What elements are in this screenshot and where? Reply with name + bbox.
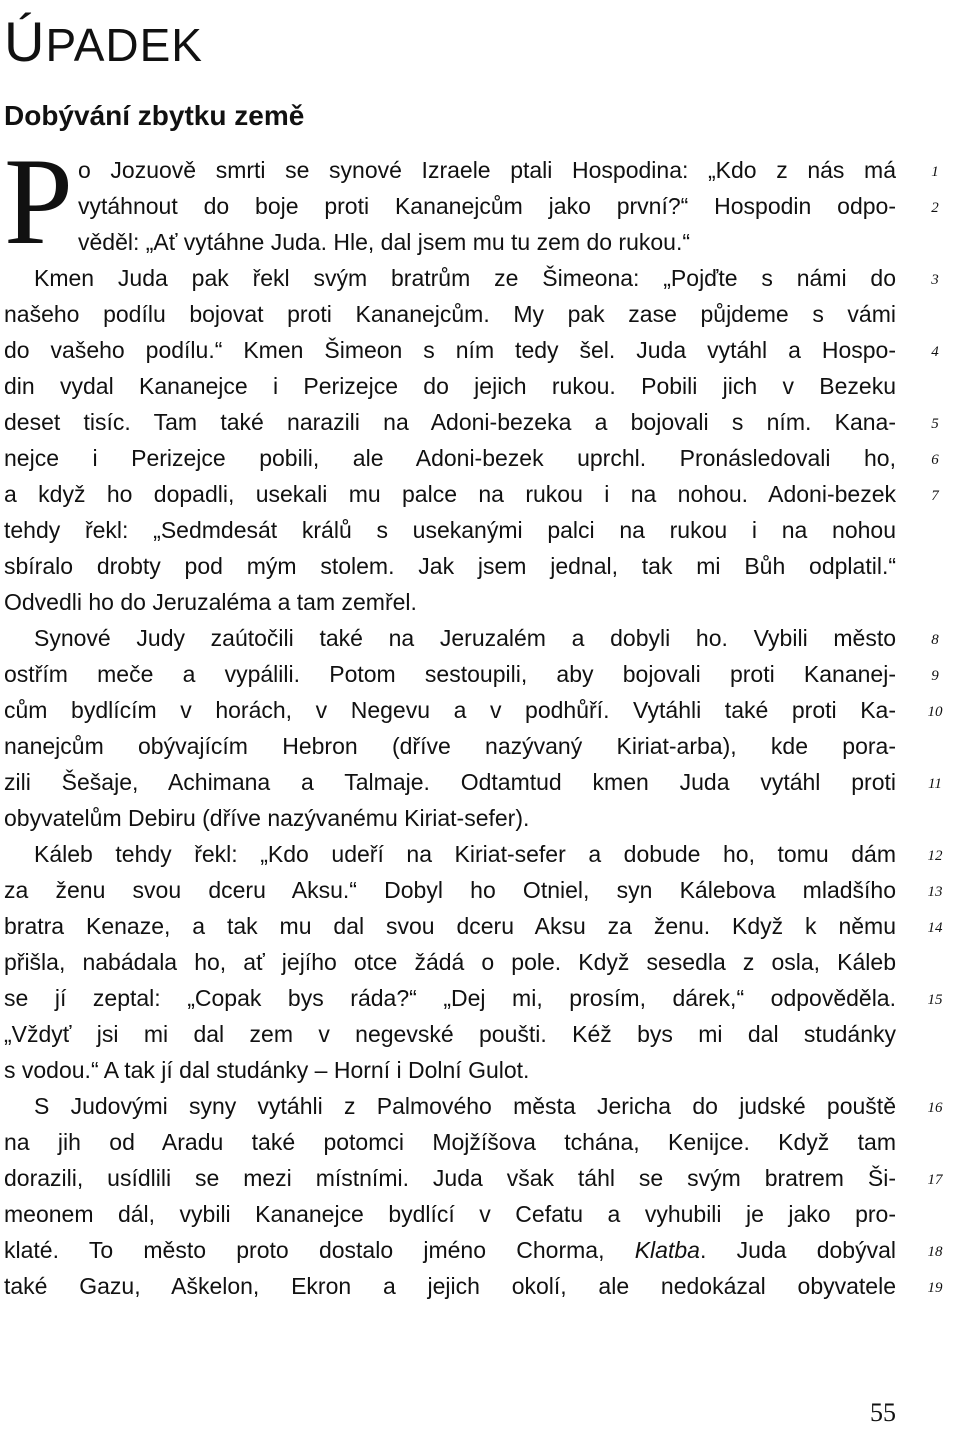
verse-number: 5 bbox=[931, 416, 939, 432]
text-line-part: klaté. To město proto dostalo jméno Chorma, bbox=[4, 1237, 635, 1263]
verse-number: 9 bbox=[931, 668, 939, 684]
text-line: přišla, nabádala ho, ať jejího otce žádá o pole. Když sesedla z osla, Káleb bbox=[4, 949, 896, 975]
text-line-part: . Juda dobýval bbox=[699, 1237, 896, 1263]
text-line: našeho podílu bojovat proti Kananejcům. My pak zase půjdeme s vámi bbox=[4, 301, 896, 327]
text-line: Kmen Juda pak řekl svým bratrům ze Šimeona: „Pojďte s námi do bbox=[34, 265, 896, 291]
text-line: din vydal Kananejce i Perizejce do jejich rukou. Pobili jich v Bezeku bbox=[4, 373, 896, 399]
verse-number: 11 bbox=[928, 776, 942, 792]
verse-number: 18 bbox=[927, 1244, 943, 1260]
text-line: vytáhnout do boje proti Kananejcům jako první?“ Hospodin odpo- bbox=[78, 193, 896, 219]
text-line: meonem dál, vybili Kananejce bydlící v Cefatu a vyhubili je jako pro- bbox=[4, 1201, 896, 1227]
verse-number: 6 bbox=[931, 452, 939, 468]
text-line: věděl: „Ať vytáhne Juda. Hle, dal jsem mu tu zem do rukou.“ bbox=[78, 229, 691, 255]
text-line: také Gazu, Aškelon, Ekron a jejich okolí, ale nedokázal obyvatele bbox=[4, 1273, 896, 1299]
text-line bbox=[4, 1232, 896, 1268]
text-line: s vodou.“ A tak jí dal studánky – Horní i Dolní Gulot. bbox=[4, 1057, 530, 1083]
text-line: zili Šešaje, Achimana a Talmaje. Odtamtud kmen Juda vytáhl proti bbox=[4, 769, 896, 795]
text-line: S Judovými syny vytáhli z Palmového města Jericha do judské pouště bbox=[34, 1093, 896, 1119]
verse-number: 14 bbox=[927, 920, 943, 936]
text-line: na jih od Aradu také potomci Mojžíšova tchána, Kenijce. Když tam bbox=[4, 1129, 896, 1155]
text-line: nejce i Perizejce pobili, ale Adoni-bezek uprchl. Pronásledovali ho, bbox=[4, 445, 896, 471]
text-line: do vašeho podílu.“ Kmen Šimeon s ním tedy šel. Juda vytáhl a Hospo- bbox=[4, 337, 896, 363]
verse-number: 2 bbox=[931, 200, 939, 216]
text-line: dorazili, usídlili se mezi místními. Juda však táhl se svým bratrem Ši- bbox=[4, 1165, 896, 1191]
text-line: „Vždyť jsi mi dal zem v negevské poušti. Kéž bys mi dal studánky bbox=[4, 1021, 896, 1047]
text-line: sbíralo drobty pod mým stolem. Jak jsem jednal, tak mi Bůh odplatil.“ bbox=[4, 553, 896, 579]
text-line: o Jozuově smrti se synové Izraele ptali Hospodina: „Kdo z nás má bbox=[78, 157, 896, 183]
text-line: cům bydlícím v horách, v Negevu a v podhůří. Vytáhli také proti Ka- bbox=[4, 697, 896, 723]
text-line: bratra Kenaze, a tak mu dal svou dceru Aksu za ženu. Když k němu bbox=[4, 913, 896, 939]
verse-number: 1 bbox=[931, 164, 939, 180]
text-line: obyvatelům Debiru (dříve nazývanému Kiriat-sefer). bbox=[4, 805, 530, 831]
verse-number: 13 bbox=[927, 884, 943, 900]
text-line: Káleb tehdy řekl: „Kdo udeří na Kiriat-sefer a dobude ho, tomu dám bbox=[34, 841, 896, 867]
section-heading: Dobývání zbytku země bbox=[4, 100, 305, 131]
text-line: a když ho dopadli, usekali mu palce na rukou i na nohou. Adoni-bezek bbox=[4, 481, 896, 507]
verse-number: 19 bbox=[927, 1280, 943, 1296]
chapter-title bbox=[4, 10, 203, 73]
verse-number: 15 bbox=[927, 992, 943, 1008]
text-line: ostřím meče a vypálili. Potom sestoupili, aby bojovali proti Kananej- bbox=[4, 661, 896, 687]
text-line: tehdy řekl: „Sedmdesát králů s usekanými palci na rukou i na nohou bbox=[4, 517, 896, 543]
verse-number: 10 bbox=[927, 704, 943, 720]
verse-number: 4 bbox=[931, 344, 939, 360]
verse-number: 8 bbox=[931, 632, 939, 648]
text-line: Odvedli ho do Jeruzaléma a tam zemřel. bbox=[4, 589, 417, 615]
text-line: deset tisíc. Tam také narazili na Adoni-bezeka a bojovali s ním. Kana- bbox=[4, 409, 896, 435]
verse-number: 3 bbox=[931, 272, 939, 288]
verse-number: 12 bbox=[927, 848, 943, 864]
drop-cap: P bbox=[4, 133, 73, 270]
text-line: nanejcům obývajícím Hebron (dříve nazývaný Kiriat-arba), kde pora- bbox=[4, 733, 896, 759]
chapter-title-rest: PADEK bbox=[45, 19, 203, 71]
verse-number: 16 bbox=[927, 1100, 943, 1116]
italic-word: Klatba bbox=[634, 1237, 700, 1263]
chapter-title-initial: Ú bbox=[4, 10, 46, 73]
text-line: Synové Judy zaútočili také na Jeruzalém a dobyli ho. Vybili město bbox=[34, 625, 896, 651]
page-number: 55 bbox=[870, 1398, 896, 1427]
verse-number: 17 bbox=[927, 1172, 943, 1188]
text-line: se jí zeptal: „Copak bys ráda?“ „Dej mi, prosím, dárek,“ odpověděla. bbox=[4, 985, 896, 1011]
text-line: za ženu svou dceru Aksu.“ Dobyl ho Otniel, syn Kálebova mladšího bbox=[4, 877, 896, 903]
verse-number: 7 bbox=[931, 488, 939, 504]
